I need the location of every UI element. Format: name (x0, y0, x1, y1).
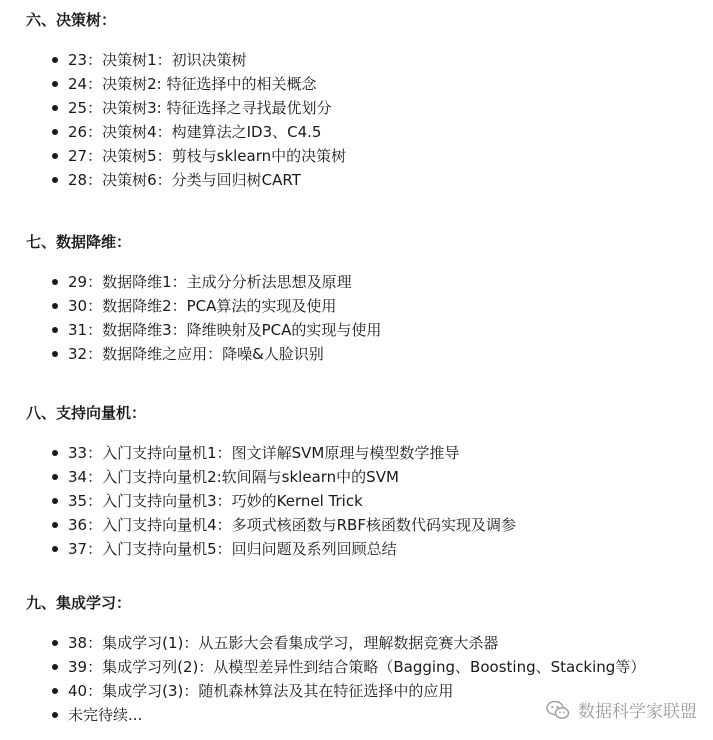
bullet-dot (52, 522, 58, 528)
bullet-dot (52, 546, 58, 552)
list-item-text: 36：入门支持向量机4：多项式核函数与RBF核函数代码实现及调参 (68, 516, 516, 534)
list-item-text: 27：决策树5：剪枝与sklearn中的决策树 (68, 147, 347, 165)
list-item-text: 40：集成学习(3)：随机森林算法及其在特征选择中的应用 (68, 682, 454, 700)
bullet-dot (52, 279, 58, 285)
bullet-dot (52, 129, 58, 135)
list-item-text: 未完待续... (68, 706, 143, 724)
bullet-dot (52, 664, 58, 670)
list-item-text: 23：决策树1：初识决策树 (68, 51, 247, 69)
list-item-text: 32：数据降维之应用：降噪&人脸识别 (68, 345, 324, 363)
list-item-text: 30：数据降维2：PCA算法的实现及使用 (68, 297, 337, 315)
section-title: 八、支持向量机： (26, 404, 147, 422)
bullet-dot (52, 351, 58, 357)
bullet-dot (52, 474, 58, 480)
bullet-dot (52, 327, 58, 333)
list-item-text: 35：入门支持向量机3：巧妙的Kernel Trick (68, 492, 363, 510)
list-item-text: 39：集成学习列(2)：从模型差异性到结合策略（Bagging、Boosting、Stacking等） (68, 658, 646, 676)
bullet-dot (52, 498, 58, 504)
list-item-text: 28：决策树6：分类与回归树CART (68, 171, 301, 189)
list-item-text: 34：入门支持向量机2:软间隔与sklearn中的SVM (68, 468, 399, 486)
list-item-text: 24：决策树2: 特征选择中的相关概念 (68, 75, 317, 93)
watermark (546, 697, 697, 722)
bullet-dot (52, 105, 58, 111)
bullet-dot (52, 688, 58, 694)
list-item-text: 37：入门支持向量机5：回归问题及系列回顾总结 (68, 540, 397, 558)
bullet-dot (52, 153, 58, 159)
bullet-dot (52, 640, 58, 646)
bullet-dot (52, 303, 58, 309)
section-title: 六、决策树： (26, 11, 117, 29)
list-item-text: 38：集成学习(1)：从五影大会看集成学习，理解数据竞赛大杀器 (68, 634, 499, 652)
bullet-dot (52, 450, 58, 456)
section-title: 九、集成学习： (26, 594, 132, 612)
list-item-text: 33：入门支持向量机1：图文详解SVM原理与模型数学推导 (68, 444, 460, 462)
list-item-text: 26：决策树4：构建算法之ID3、C4.5 (68, 123, 322, 141)
bullet-dot (52, 712, 58, 718)
bullet-dot (52, 177, 58, 183)
list-item-text: 31：数据降维3：降维映射及PCA的实现与使用 (68, 321, 382, 339)
bullet-dot (52, 57, 58, 63)
wechat-icon (546, 700, 570, 720)
bullet-dot (52, 81, 58, 87)
list-item-text: 29：数据降维1：主成分分析法思想及原理 (68, 273, 352, 291)
watermark-text: 数据科学家联盟 (578, 702, 697, 722)
section-title: 七、数据降维： (26, 233, 132, 251)
list-item-text: 25：决策树3: 特征选择之寻找最优划分 (68, 99, 332, 117)
